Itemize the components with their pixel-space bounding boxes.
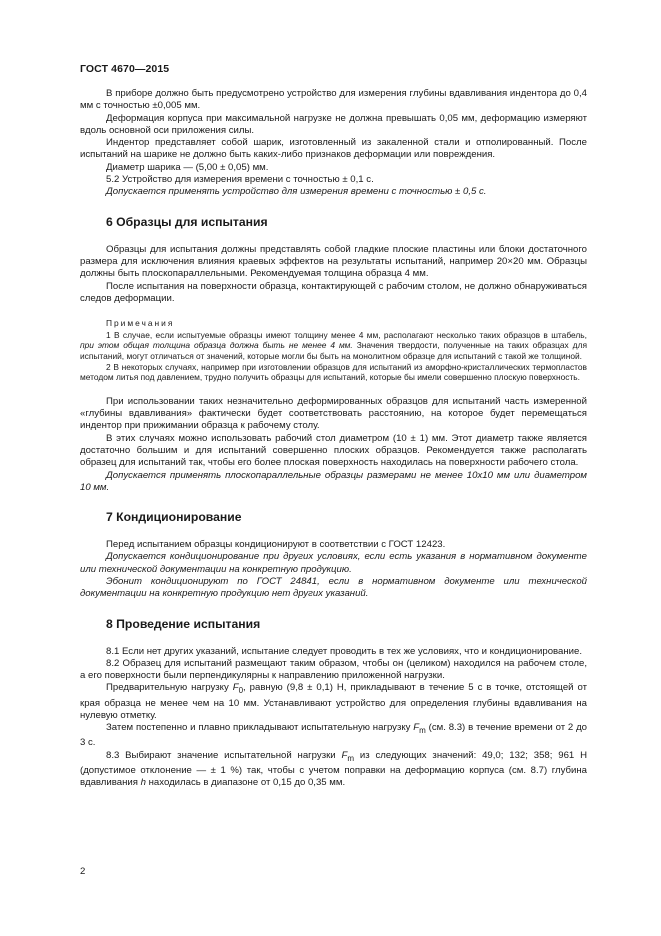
note-item: 2 В некоторых случаях, например при изготовлении образцов для испытаний из аморфно-кристаллических термопластов методом литья под давлением, трудно получить образцы для испытаний, которые бы имели совершенно плоскую поверхность. xyxy=(80,361,587,383)
paragraph: После испытания на поверхности образца, контактирующей с рабочим столом, не должно обнаруживаться следов деформации. xyxy=(80,280,587,304)
paragraph: В приборе должно быть предусмотрено устройство для измерения глубины вдавливания индентора до 0,4 мм с точностью ±0,005 мм. xyxy=(80,88,587,112)
symbol: F xyxy=(232,682,239,694)
paragraph-italic: Допускается кондиционирование при других условиях, если есть указания в нормативном документе или технической документации на конкретную продукцию. xyxy=(80,551,587,575)
paragraph: Перед испытанием образцы кондиционируют в соответствии с ГОСТ 12423. xyxy=(106,539,446,551)
paragraph xyxy=(80,722,587,750)
subscript: m xyxy=(419,726,426,736)
text-run: находилась в диапазоне от 0,15 до 0,35 мм. xyxy=(145,777,346,789)
note-text: Значения твердости, полученные на таких образцах для испытаний, могут отличаться от значений, которые могли бы быть на монолитном образце для испытаний с такой же толщиной. xyxy=(80,340,587,361)
paragraph: При использовании таких незначительно деформированных образцов для испытаний часть измеренной «глубины вдавливания» фактически будет соответствовать расстоянию, на которое будет перемещаться индентор при прижимании образца к рабочему столу. xyxy=(80,395,587,432)
note-text: 1 В случае, если испытуемые образцы имеют толщину менее 4 мм, располагают несколько таких образцов в штабель, xyxy=(106,329,587,340)
text-run: 8.3 Выбирают значение испытательной нагрузки xyxy=(106,749,342,761)
subscript: 0 xyxy=(238,686,244,696)
text-run: Затем постепенно и плавно прикладывают испытательную нагрузку xyxy=(106,722,414,734)
section-heading: 7 Кондиционирование xyxy=(106,510,242,525)
paragraph-italic: Допускается применять устройство для измерения времени с точностью ± 0,5 с. xyxy=(106,186,487,198)
paragraph: Деформация корпуса при максимальной нагрузке не должна превышать 0,05 мм, деформацию измеряют вдоль основной оси приложения силы. xyxy=(80,112,587,136)
section-heading: 8 Проведение испытания xyxy=(106,616,261,631)
paragraph: Индентор представляет собой шарик, изготовленный из закаленной стали и отполированный. После испытаний на шарике не должно быть каких-либо признаков деформации или повреждения. xyxy=(80,137,587,161)
page-number: 2 xyxy=(80,866,86,877)
text-run: (см. 8.3) в течение времени от 2 до 3 с. xyxy=(80,722,587,749)
paragraph-italic: Допускается применять плоскопараллельные образцы размерами не менее 10х10 мм или диаметром 10 мм. xyxy=(80,469,587,493)
document-header: ГОСТ 4670—2015 xyxy=(80,63,170,75)
note-text-italic: при этом общая толщина образца должна быть не менее 4 мм. xyxy=(80,340,353,351)
symbol: h xyxy=(140,777,146,789)
document-body xyxy=(80,88,587,790)
symbol: F xyxy=(341,749,348,761)
text-run: из следующих значений: 49,0; 132; 358; 961 Н (допустимое отклонение — ± 1 %) так, чтобы с учетом поправки на деформацию корпуса (см. 8.7) глубина вдавливания xyxy=(80,749,588,789)
subscript: m xyxy=(347,753,355,763)
text-run: Предварительную нагрузку xyxy=(106,682,233,694)
paragraph xyxy=(80,750,587,790)
section-heading: 6 Образцы для испытания xyxy=(106,214,268,229)
notes-title: Примечания xyxy=(106,318,175,329)
note-item xyxy=(80,330,587,362)
paragraph: 5.2 Устройство для измерения времени с точностью ± 0,1 с. xyxy=(106,174,374,186)
paragraph: 8.2 Образец для испытаний размещают таким образом, чтобы он (целиком) находился на рабочем столе, а его поверхности были перпендикулярны к направлению приложенной нагрузки. xyxy=(80,657,587,682)
symbol: F xyxy=(413,722,420,734)
paragraph-italic: Эбонит кондиционируют по ГОСТ 24841, если в нормативном документе или технической документации на конкретную продукцию нет других указаний. xyxy=(80,575,587,600)
paragraph: Диаметр шарика — (5,00 ± 0,05) мм. xyxy=(106,161,269,173)
paragraph xyxy=(80,682,587,722)
notes-block xyxy=(80,318,587,383)
text-run: , равную (9,8 ± 0,1) Н, прикладывают в течение 5 с в точке, отстоящей от края образца не менее чем на 10 мм. Устанавливают устройство для определения глубины вдавливания на нулевую отметку. xyxy=(80,682,587,721)
paragraph: Образцы для испытания должны представлять собой гладкие плоские пластины или блоки достаточного размера для исключения влияния краевых эффектов на результаты испытаний, например 20×20 мм. Образцы должны быть плоскопараллельными. Рекомендуемая толщина образца 4 мм. xyxy=(80,243,587,280)
paragraph: В этих случаях можно использовать рабочий стол диаметром (10 ± 1) мм. Этот диаметр также является достаточно большим и для испытаний совершенно плоских образцов. Рекомендуется также располагать образец для испытаний так, чтобы его более плоская поверхность находилась на поверхности рабочего стола. xyxy=(80,432,587,469)
paragraph: 8.1 Если нет других указаний, испытание следует проводить в тех же условиях, что и кондиционирование. xyxy=(106,645,583,657)
